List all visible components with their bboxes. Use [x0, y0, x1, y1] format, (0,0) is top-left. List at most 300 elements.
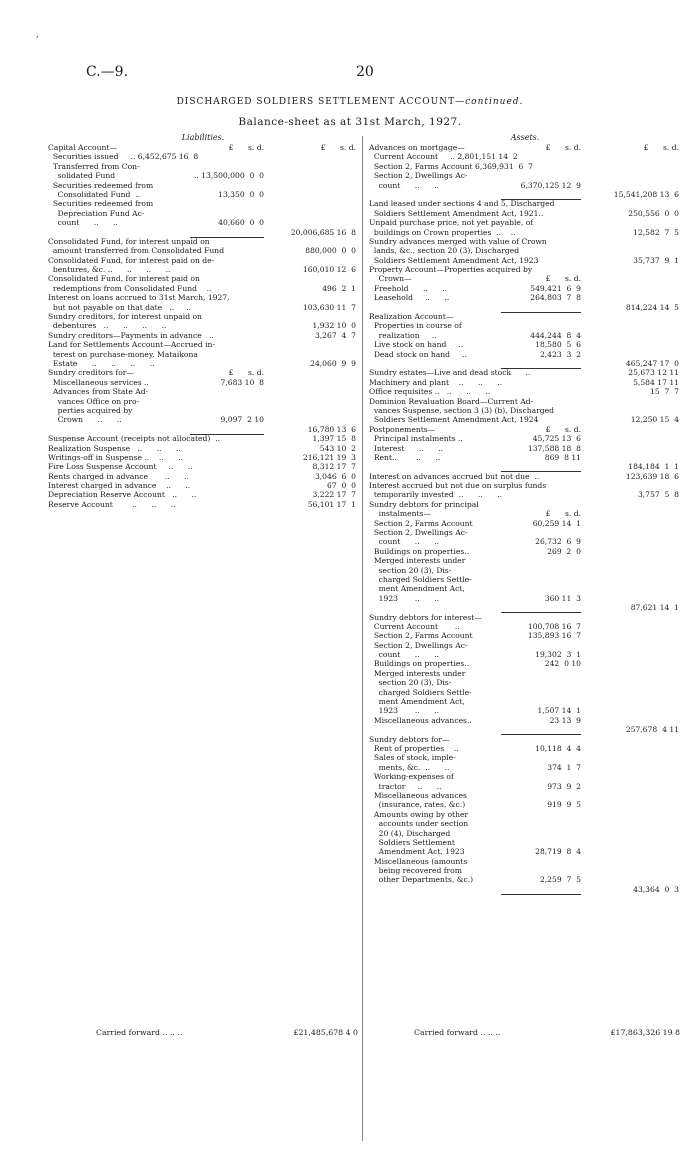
assets-row [369, 397, 681, 406]
row-label: Leasehold .. .. [369, 293, 450, 303]
row-label: charged Soldiers Settle- [369, 574, 472, 584]
assets-row [369, 415, 681, 424]
assets-row [369, 425, 681, 434]
row-label: redemptions from Consolidated Fund .. [48, 283, 212, 293]
row-label: Soldiers Settlement Amendment Act, 1923 [369, 255, 539, 265]
liabilities-row [48, 274, 358, 283]
liabilities-row [48, 162, 358, 171]
liabilities-row [48, 199, 358, 208]
inner-amount: 1,507 14 1 [537, 706, 581, 716]
row-label: perties acquired by [48, 405, 133, 415]
assets-row [369, 537, 681, 546]
outer-amount: 8,312 17 7 [312, 462, 356, 472]
row-label: debentures .. .. .. .. [48, 321, 167, 331]
assets-row [369, 622, 681, 631]
assets-row [369, 462, 681, 471]
row-label: Sundry creditors for— [48, 368, 135, 378]
liabilities-row [48, 256, 358, 265]
assets-row [369, 303, 681, 312]
inner-amount: 135,893 16 7 [527, 631, 581, 641]
row-label: bentures, &c. .. .. .. .. [48, 265, 171, 275]
row-label: Dominion Revaluation Board—Current Ad- [369, 396, 534, 406]
row-label: Office requisites .. .. .. .. [369, 387, 491, 397]
inner-amount: £ s. d. [545, 509, 581, 519]
assets-row [369, 688, 681, 697]
row-label: Section 2, Farms Account [369, 518, 473, 528]
row-label: charged Soldiers Settle- [369, 687, 472, 697]
outer-amount: 1,397 15 8 [312, 434, 356, 444]
row-label: Sundry estates—Live and dead stock .. [369, 368, 531, 378]
carried-forward-label-left: Carried forward .. .. .. [96, 1028, 183, 1037]
liabilities-row [48, 312, 358, 321]
inner-amount: £ s. d. [228, 368, 264, 378]
liabilities-row [48, 171, 358, 180]
row-label: Section 2, Dwellings Ac- [369, 528, 468, 538]
liabilities-row [48, 152, 358, 161]
assets-row [369, 791, 681, 800]
row-label: Consolidated Fund, for interest paid on [48, 274, 200, 284]
inner-amount: £ s. d. [545, 143, 581, 152]
row-label: Merged interests under [369, 556, 466, 566]
page-number: 20 [356, 64, 374, 80]
inner-amount: 869 8 11 [544, 452, 581, 462]
assets-row [369, 321, 681, 330]
assets-row [369, 368, 681, 377]
assets-row [369, 453, 681, 462]
assets-row [369, 199, 681, 208]
row-label: Soldiers Settlement Amendment Act, 1924 [369, 415, 539, 425]
assets-row [369, 284, 681, 293]
assets-row [369, 209, 681, 218]
liabilities-row [48, 425, 358, 434]
inner-amount: 973 9 2 [547, 781, 581, 791]
inner-amount: 444,244 8 4 [530, 330, 581, 340]
row-label: Buildings on properties.. [369, 659, 470, 669]
assets-row [369, 838, 681, 847]
assets-row [369, 246, 681, 255]
row-label: Advances on mortgage— [369, 143, 465, 152]
assets-row [369, 641, 681, 650]
assets-row [369, 631, 681, 640]
outer-amount: 67 0 0 [327, 481, 356, 491]
row-label: Dead stock on hand .. [369, 349, 467, 359]
assets-row [369, 857, 681, 866]
row-label: Interest on advances accrued but not due .. [369, 471, 540, 481]
liabilities-row [48, 481, 358, 490]
row-label: Securities redeemed from [48, 180, 154, 190]
liabilities-row [48, 246, 358, 255]
inner-amount: 269 2 0 [547, 546, 581, 556]
inner-amount: 18,580 5 6 [535, 340, 581, 350]
inner-amount: 100,708 16 7 [527, 621, 581, 631]
outer-amount: 184,184 1 1 [628, 462, 679, 472]
row-label: Miscellaneous advances.. [369, 715, 472, 725]
assets-row [369, 885, 681, 894]
assets-row [369, 228, 681, 237]
liabilities-row [48, 218, 358, 227]
row-label: Consolidated Fund, for interest unpaid on [48, 236, 210, 246]
row-label: Section 2, Dwellings Ac- [369, 640, 468, 650]
inner-amount: 23 13 9 [549, 715, 581, 725]
page-title [0, 97, 700, 107]
assets-row [369, 782, 681, 791]
assets-row [369, 716, 681, 725]
row-label: Section 2, Dwellings Ac- [369, 171, 468, 181]
outer-amount: 43,364 0 3 [633, 884, 679, 894]
row-label: Rents charged in advance .. .. [48, 471, 190, 481]
outer-amount: 103,630 11 7 [302, 302, 356, 312]
outer-amount: 87,621 14 1 [630, 603, 679, 613]
row-label: Securities issued .. 6,452,675 16 8 [48, 152, 199, 162]
assets-row [369, 350, 681, 359]
row-label: ments, &c. .. .. [369, 762, 450, 772]
row-label: buildings on Crown properties .. .. [369, 227, 516, 237]
row-label: Postponements— [369, 424, 436, 434]
row-label: Writings-off in Suspense .. .. .. [48, 452, 183, 462]
inner-amount: 26,732 6 9 [535, 537, 581, 547]
assets-row [369, 500, 681, 509]
inner-amount: £ s. d. [545, 424, 581, 434]
liabilities-row [48, 368, 358, 377]
inner-amount: 549,421 6 9 [530, 283, 581, 293]
assets-row [369, 659, 681, 668]
row-label: count .. .. [48, 218, 118, 228]
assets-row [369, 613, 681, 622]
row-label: Reserve Account .. .. .. [48, 499, 176, 509]
row-label: Estate .. .. .. .. [48, 358, 155, 368]
assets-row [369, 472, 681, 481]
row-label: Miscellaneous services .. [48, 377, 149, 387]
liabilities-row [48, 265, 358, 274]
outer-amount: 216,121 19 3 [302, 452, 356, 462]
inner-amount: 28,719 8 4 [535, 847, 581, 857]
liabilities-row [48, 143, 358, 152]
row-label: Current Account .. [369, 621, 460, 631]
row-label: Section 2, Farms Account [369, 631, 473, 641]
outer-amount: 814,224 14 5 [625, 302, 679, 312]
assets-row [369, 847, 681, 856]
document-code: C.—9. [86, 64, 129, 80]
row-label: Crown .. .. [48, 415, 122, 425]
row-label: Sales of stock, imple- [369, 753, 456, 763]
inner-amount: 19,302 3 1 [535, 650, 581, 660]
row-label: Consolidated Fund, for interest paid on de- [48, 255, 215, 265]
assets-row [369, 819, 681, 828]
row-label: Sundry debtors for principal [369, 499, 479, 509]
row-label: tractor .. .. [369, 781, 442, 791]
assets-row [369, 650, 681, 659]
row-label: Rent.. .. .. [369, 452, 441, 462]
assets-row [369, 481, 681, 490]
assets-row [369, 509, 681, 518]
row-label: temporarily invested .. .. .. [369, 490, 503, 500]
row-label: Land leased under sections 4 and 5, Discharged [369, 199, 555, 209]
row-label: Machinery and plant .. .. .. [369, 377, 503, 387]
assets-row [369, 171, 681, 180]
row-label: Transferred from Con- [48, 161, 140, 171]
assets-row [369, 829, 681, 838]
liabilities-row [48, 303, 358, 312]
row-label: amount transferred from Consolidated Fund [48, 246, 225, 256]
inner-amount: 264,803 7 8 [530, 293, 581, 303]
assets-row [369, 265, 681, 274]
row-label: Live stock on hand .. [369, 340, 464, 350]
outer-amount: 5,584 17 11 [633, 377, 679, 387]
title-continued: continued. [465, 97, 524, 107]
row-label: Interest .. .. [369, 443, 443, 453]
outer-amount: 250,556 0 0 [628, 208, 679, 218]
liabilities-rows [48, 143, 358, 509]
outer-amount: 880,000 0 0 [305, 246, 356, 256]
outer-amount: 35,737 9 1 [633, 255, 679, 265]
assets-row [369, 331, 681, 340]
assets-row [369, 256, 681, 265]
row-label: Soldiers Settlement Amendment Act, 1921.. [369, 208, 544, 218]
assets-row [369, 444, 681, 453]
assets-row [369, 594, 681, 603]
outer-amount: 25,673 12 11 [628, 368, 679, 378]
row-label: Sundry creditors—Payments in advance .. [48, 330, 214, 340]
liabilities-heading: Liabilities. [181, 133, 225, 142]
assets-row [369, 434, 681, 443]
liabilities-row [48, 293, 358, 302]
inner-amount: 7,683 10 8 [220, 377, 264, 387]
liabilities-row [48, 472, 358, 481]
liabilities-row [48, 190, 358, 199]
inner-amount: 2,259 7 5 [539, 875, 581, 885]
title-text: DISCHARGED SOLDIERS SETTLEMENT ACCOUNT— [176, 97, 466, 107]
row-label: Interest on loans accrued to 31st March, 1927, [48, 293, 230, 303]
assets-row [369, 293, 681, 302]
outer-amount: 123,639 18 6 [625, 471, 679, 481]
row-label: Freehold .. .. [369, 283, 448, 293]
liabilities-row [48, 387, 358, 396]
row-label: 1923 .. .. [369, 593, 440, 603]
assets-row [369, 218, 681, 227]
row-label: lands, &c., section 20 (3), Discharged [369, 246, 520, 256]
assets-row [369, 725, 681, 734]
row-label: Sundry creditors, for interest unpaid on [48, 312, 202, 322]
row-label: Rent of properties .. [369, 744, 459, 753]
outer-amount: 1,932 10 0 [312, 321, 356, 331]
margin-mark: , [36, 30, 39, 39]
row-label: section 20 (3), Dis- [369, 565, 452, 575]
inner-amount: 60,259 14 1 [532, 518, 581, 528]
inner-amount: 2,423 3 2 [539, 349, 581, 359]
outer-amount: £ s. d. [643, 143, 679, 152]
outer-amount: 16,780 13 6 [307, 424, 356, 434]
liabilities-row [48, 397, 358, 406]
row-label: Capital Account— [48, 143, 118, 152]
assets-row [369, 519, 681, 528]
row-label: Section 2, Farms Account 6,369,931 6 7 [369, 161, 533, 171]
inner-amount: £ s. d. [228, 143, 264, 152]
assets-row [369, 678, 681, 687]
row-label: ment Amendment Act, [369, 584, 465, 594]
assets-row [369, 763, 681, 772]
row-label: Realization Account— [369, 312, 454, 322]
outer-amount: 3,222 17 7 [312, 490, 356, 500]
row-label: Amendment Act, 1923 [369, 847, 465, 857]
assets-row [369, 378, 681, 387]
inner-amount: .. 13,500,000 0 0 [193, 171, 264, 181]
row-label: Soldiers Settlement [369, 837, 455, 847]
assets-row [369, 603, 681, 612]
row-label: Depreciation Reserve Account .. .. [48, 490, 197, 500]
assets-heading: Assets. [510, 133, 540, 142]
row-label: Properties in course of [369, 321, 462, 331]
row-label: Sundry advances merged with value of Crown [369, 236, 547, 246]
row-label: count .. .. [369, 650, 439, 660]
assets-row [369, 340, 681, 349]
outer-amount: 3,757 5 8 [637, 490, 679, 500]
assets-row [369, 875, 681, 884]
row-label: Property Account—Properties acquired by [369, 265, 533, 275]
row-label: Miscellaneous (amounts [369, 856, 468, 866]
assets-row [369, 162, 681, 171]
liabilities-row [48, 415, 358, 424]
outer-amount: 12,250 15 4 [630, 415, 679, 425]
row-label: Merged interests under [369, 668, 466, 678]
row-label: 1923 .. .. [369, 706, 440, 716]
outer-amount: 3,267 4 7 [314, 330, 356, 340]
liabilities-row [48, 444, 358, 453]
row-label: Fire Loss Suspense Account .. .. [48, 462, 193, 472]
assets-row [369, 810, 681, 819]
row-label: vances Suspense, section 3 (3) (b), Discharged [369, 405, 555, 415]
assets-row [369, 143, 681, 152]
outer-amount: 543 10 2 [319, 443, 356, 453]
assets-row [369, 490, 681, 499]
assets-row [369, 744, 681, 753]
liabilities-row [48, 378, 358, 387]
liabilities-row [48, 490, 358, 499]
row-label: count .. .. [369, 180, 439, 190]
assets-row [369, 575, 681, 584]
liabilities-row [48, 350, 358, 359]
row-label: Amounts owing by other [369, 809, 469, 819]
inner-amount: 6,370,125 12 9 [520, 180, 581, 190]
liabilities-row [48, 209, 358, 218]
assets-row [369, 866, 681, 875]
row-label: Depreciation Fund Ac- [48, 208, 145, 218]
assets-row [369, 800, 681, 809]
row-label: Buildings on properties.. [369, 546, 470, 556]
row-label: but not payable on that date .. .. [48, 302, 192, 312]
liabilities-row [48, 331, 358, 340]
inner-amount: 13,350 0 0 [218, 189, 264, 199]
liabilities-row [48, 284, 358, 293]
assets-row [369, 547, 681, 556]
row-label: accounts under section [369, 819, 469, 829]
row-label: count .. .. [369, 537, 439, 547]
liabilities-column [48, 133, 358, 509]
carried-forward-amount-left: £21,485,678 4 0 [293, 1028, 358, 1037]
outer-amount: 24,060 9 9 [310, 358, 356, 368]
liabilities-row [48, 453, 358, 462]
liabilities-row [48, 500, 358, 509]
assets-column [369, 133, 681, 894]
inner-amount: 137,588 18 8 [527, 443, 581, 453]
row-label: Suspense Account (receipts not allocated) .. [48, 434, 221, 444]
row-label: Interest charged in advance .. .. [48, 481, 191, 491]
row-label: Unpaid purchase price, not yet payable, of [369, 218, 534, 228]
liabilities-row [48, 340, 358, 349]
row-label: vances Office on pro- [48, 396, 140, 406]
carried-forward-amount-right: £17,863,326 19 8 [610, 1028, 680, 1037]
row-label: terest on purchase-money, Mataikona [48, 349, 198, 359]
row-label: 20 (4), Discharged [369, 828, 451, 838]
outer-amount: 257,678 4 11 [625, 725, 679, 735]
inner-amount: 40,660 0 0 [218, 218, 264, 228]
outer-amount: 15 7 7 [650, 387, 679, 397]
row-label: Realization Suspense .. .. .. [48, 443, 181, 453]
row-label: Principal instalments .. [369, 434, 463, 444]
row-label: ment Amendment Act, [369, 697, 465, 707]
assets-row [369, 669, 681, 678]
inner-amount: 919 9 5 [547, 800, 581, 810]
inner-amount: 242 0 10 [544, 659, 581, 669]
liabilities-row [48, 181, 358, 190]
row-label: Current Account .. 2,801,151 14 2 [369, 152, 518, 162]
assets-row [369, 181, 681, 190]
row-label: Crown— [369, 274, 412, 284]
assets-row [369, 359, 681, 368]
liabilities-row [48, 406, 358, 415]
liabilities-row [48, 237, 358, 246]
row-label: Consolidated Fund .. [48, 189, 141, 199]
assets-row [369, 556, 681, 565]
row-label: Miscellaneous advances [369, 790, 467, 800]
balance-sheet-subtitle: Balance-sheet as at 31st March, 1927. [238, 116, 462, 128]
assets-row [369, 237, 681, 246]
row-label: Interest accrued but not due on surplus funds [369, 481, 547, 491]
liabilities-row [48, 462, 358, 471]
outer-amount: £ s. d. [320, 143, 356, 152]
row-label: Advances from State Ad- [48, 387, 149, 397]
outer-amount: 56,101 17 1 [307, 499, 356, 509]
assets-rows [369, 143, 681, 894]
outer-amount: 465,247 17 0 [625, 358, 679, 368]
row-label: section 20 (3), Dis- [369, 678, 452, 688]
row-label: Securities redeemed from [48, 199, 154, 209]
liabilities-row [48, 228, 358, 237]
assets-row [369, 566, 681, 575]
inner-amount: £ s. d. [545, 274, 581, 284]
column-divider [362, 136, 363, 1141]
assets-row [369, 528, 681, 537]
assets-row [369, 706, 681, 715]
inner-amount: 45,725 13 6 [532, 434, 581, 444]
row-label: other Departments, &c.) [369, 875, 474, 885]
assets-row [369, 152, 681, 161]
assets-row [369, 735, 681, 744]
row-label: instalments— [369, 509, 432, 519]
assets-row [369, 274, 681, 283]
outer-amount: 12,582 7 5 [633, 227, 679, 237]
liabilities-row [48, 359, 358, 368]
assets-row [369, 753, 681, 762]
row-label: realization .. [369, 330, 437, 340]
carried-forward-label-right: Carried forward .. .. .. [414, 1028, 501, 1037]
inner-amount: 374 1 7 [547, 762, 581, 772]
row-label: (insurance, rates, &c.) [369, 800, 466, 810]
outer-amount: 15,541,208 13 6 [613, 189, 679, 199]
subtotal-rule [501, 894, 581, 895]
row-label: Sundry debtors for interest— [369, 612, 482, 622]
assets-row [369, 584, 681, 593]
outer-amount: 20,006,685 16 8 [290, 227, 356, 237]
